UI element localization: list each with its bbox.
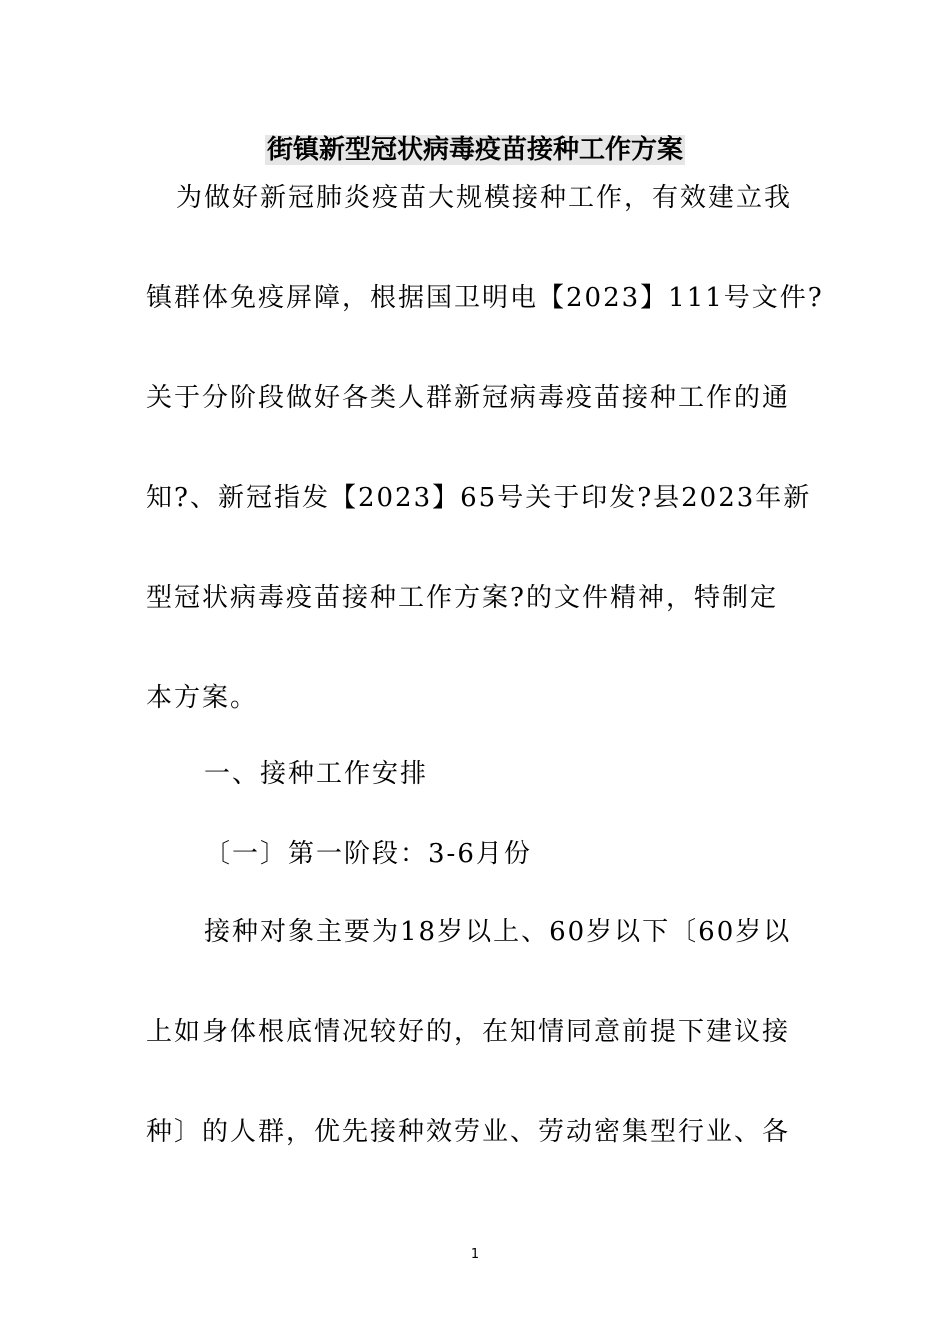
paragraph-line-2: 镇群体免疫屏障，根据国卫明电【2023】111号文件? [146, 283, 824, 313]
paragraph-line-6: 本方案。 [146, 683, 259, 713]
paragraph-line-8: 上如身体根底情况较好的，在知情同意前提下建议接 [146, 1017, 791, 1047]
paragraph-line-3: 关于分阶段做好各类人群新冠病毒疫苗接种工作的通 [146, 383, 791, 413]
paragraph-line-7: 接种对象主要为18岁以上、60岁以下〔60岁以 [204, 917, 792, 947]
paragraph-line-1: 为做好新冠肺炎疫苗大规模接种工作，有效建立我 [176, 183, 793, 213]
subsection-heading: 〔一〕第一阶段：3-6月份 [204, 839, 532, 869]
paragraph-line-4: 知?、新冠指发【2023】65号关于印发?县2023年新 [146, 483, 812, 513]
section-heading: 一、接种工作安排 [204, 759, 429, 789]
document-title-text: 街镇新型冠状病毒疫苗接种工作方案 [266, 135, 683, 165]
document-title [0, 130, 950, 170]
paragraph-line-9: 种〕的人群，优先接种效劳业、劳动密集型行业、各 [146, 1117, 791, 1147]
paragraph-line-5: 型冠状病毒疫苗接种工作方案?的文件精神，特制定 [146, 583, 778, 613]
page-number: 1 [470, 1247, 480, 1262]
